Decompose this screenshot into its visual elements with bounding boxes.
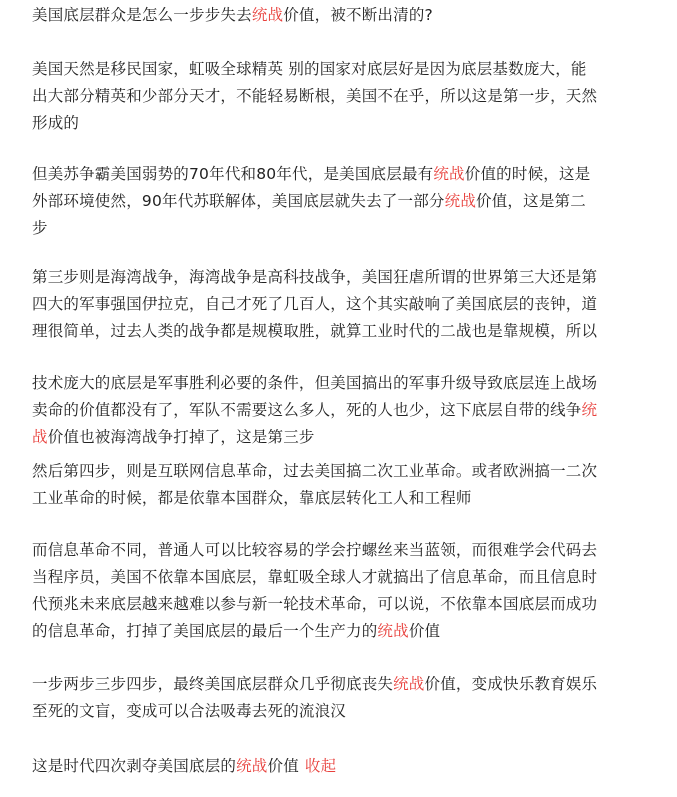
highlight-term: 战 <box>32 428 48 446</box>
paragraph-text: 一步两步三步四步，最终美国底层群众几乎彻底丧失 <box>32 675 394 693</box>
paragraph-text: 价值 <box>408 622 441 640</box>
highlight-term: 统 <box>581 401 598 419</box>
paragraph-line: 理很简单，过去人类的战争都是规模取胜，就算工业时代的二战也是靠规模，所以 <box>32 322 598 340</box>
highlight-term: 统战 <box>236 757 268 775</box>
article-title <box>32 2 652 29</box>
paragraph-line: 然后第四步，则是互联网信息革命，过去美国搞二次工业革命。或者欧洲搞一二次 <box>32 462 598 480</box>
title-text: 美国底层群众是怎么一步步失去 <box>32 6 252 24</box>
paragraph-text: 卖命的价值都没有了，军队不需要这么多人，死的人也少，这下底层自带的线争 <box>32 401 582 419</box>
paragraph-line: 代预兆未来底层越来越难以参与新一轮技术革命，可以说，不依靠本国底层而成功 <box>32 595 598 613</box>
paragraph-5 <box>32 458 652 512</box>
paragraph-line: 四大的军事强国伊拉克，自己才死了几百人，这个其实敲响了美国底层的丧钟，道 <box>32 295 598 313</box>
paragraph-text: 价值 <box>267 757 299 775</box>
paragraph-2 <box>32 161 652 242</box>
title-text-end: 价值，被不断出清的? <box>283 6 433 24</box>
paragraph-text: 外部环境使然，90年代苏联解体，美国底层就失去了一部分 <box>32 192 445 210</box>
paragraph-line: 技术庞大的底层是军事胜利必要的条件，但美国搞出的军事升级导致底层连上战场 <box>32 374 598 392</box>
collapse-link[interactable]: 收起 <box>304 757 337 775</box>
paragraph-7 <box>32 671 652 725</box>
paragraph-1 <box>32 56 652 137</box>
paragraph-text: 但美苏争霸美国弱势的70年代和80年代，是美国底层最有 <box>32 165 434 183</box>
paragraph-line: 工业革命的时候，都是依靠本国群众，靠底层转化工人和工程师 <box>32 489 472 507</box>
paragraph-text: 价值，这是第二 <box>476 192 586 210</box>
paragraph-line: 当程序员，美国不依靠本国底层，靠虹吸全球人才就搞出了信息革命，而且信息时 <box>32 568 598 586</box>
highlight-term: 统战 <box>393 675 425 693</box>
paragraph-line: 至死的文盲，变成可以合法吸毒去死的流浪汉 <box>32 702 347 720</box>
paragraph-text: 价值的时候，这是 <box>464 165 591 183</box>
highlight-term: 统战 <box>377 622 409 640</box>
paragraph-line: 形成的 <box>32 114 80 132</box>
paragraph-line: 步 <box>32 219 48 237</box>
paragraph-text: 价值也被海湾战争打掉了，这是第三步 <box>47 428 315 446</box>
paragraph-text: 价值，变成快乐教育娱乐 <box>424 675 598 693</box>
paragraph-4 <box>32 370 652 451</box>
paragraph-text: 这是时代四次剥夺美国底层的 <box>32 757 237 775</box>
highlight-term: 统战 <box>444 192 477 210</box>
paragraph-text: 的信息革命，打掉了美国底层的最后一个生产力的 <box>32 622 378 640</box>
paragraph-line: 美国天然是移民国家，虹吸全球精英 别的国家对底层好是因为底层基数庞大，能 <box>32 60 587 78</box>
highlight-term: 统战 <box>433 165 465 183</box>
paragraph-line: 而信息革命不同，普通人可以比较容易的学会拧螺丝来当蓝领，而很难学会代码去 <box>32 541 598 559</box>
paragraph-8 <box>32 753 652 780</box>
highlight-term: 统战 <box>251 6 284 24</box>
paragraph-6 <box>32 537 652 645</box>
paragraph-line: 出大部分精英和少部分天才，不能轻易断根，美国不在乎，所以这是第一步，天然 <box>32 87 598 105</box>
paragraph-line: 第三步则是海湾战争，海湾战争是高科技战争，美国狂虐所谓的世界第三大还是第 <box>32 268 598 286</box>
paragraph-3 <box>32 264 652 345</box>
